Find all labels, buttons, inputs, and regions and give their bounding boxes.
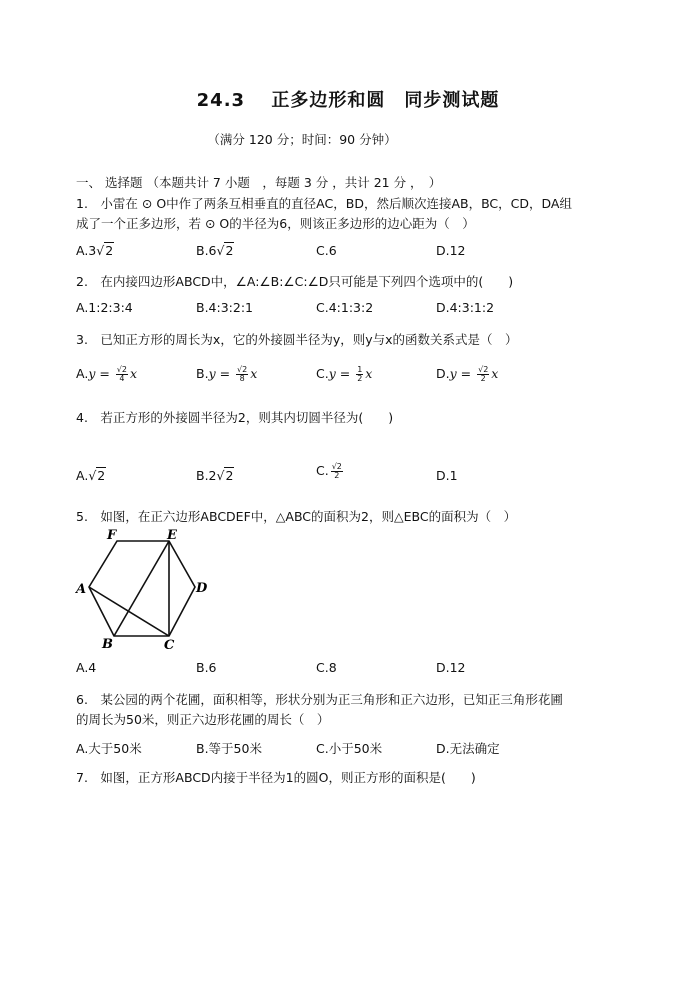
q5-option-a[interactable]: A.4 [76,660,97,675]
q4-option-a[interactable]: A.√2 [76,468,106,483]
page-title: 24.3 正多边形和圆 同步测试题 [196,90,500,111]
q6-option-a[interactable]: A.大于50米 [76,741,142,756]
q6-option-b[interactable]: B.等于50米 [196,741,262,756]
q2-option-a[interactable]: A.1:2:3:4 [76,300,133,315]
q1-option-c[interactable]: C.6 [316,243,337,258]
q5-option-b[interactable]: B.6 [196,660,217,675]
q3-option-d[interactable]: D.y = $\frac{√2}{2}$ x [436,365,499,383]
label-f: F [107,528,117,543]
q4-option-c[interactable]: C. $\frac{√2}{2}$ [316,462,342,480]
q1-option-a[interactable]: A.3√2 [76,243,114,258]
label-c: C [164,638,175,650]
label-b: B [102,637,113,650]
q1-stem-line2: 成了一个正多边形，若 ⊙ O的半径为6，则该正多边形的边心距为（ ） [76,216,475,231]
q5-option-d[interactable]: D.12 [436,660,466,675]
q5-option-c[interactable]: C.8 [316,660,337,675]
section-heading: 一、 选择题 （本题共计 7 小题 ，每题 3 分 ，共计 21 分 ， ） [76,175,442,190]
q6-stem-line1: 6. 某公园的两个花圃，面积相等，形状分别为正三角形和正六边形，已知正三角形花圃 [76,692,563,707]
q2-option-b[interactable]: B.4:3:2:1 [196,300,253,315]
q5-stem: 5. 如图，在正六边形ABCDEF中，△ABC的面积为2，则△EBC的面积为（ ） [76,509,517,524]
q1-option-d[interactable]: D.12 [436,243,466,258]
q3-option-c[interactable]: C.y = $\frac{1}{2}$ x [316,365,373,383]
label-d: D [196,581,208,596]
q3-stem: 3. 已知正方形的周长为x，它的外接圆半径为y，则y与x的函数关系式是（ ） [76,332,518,347]
q3-option-b[interactable]: B.y = $\frac{√2}{8}$ x [196,365,258,383]
q4-stem: 4. 若正方形的外接圆半径为2，则其内切圆半径为( ) [76,410,394,425]
q4-option-d[interactable]: D.1 [436,468,458,483]
label-e: E [167,528,177,543]
q6-option-d[interactable]: D.无法确定 [436,741,500,756]
segment-eb [114,541,169,636]
q2-option-c[interactable]: C.4:1:3:2 [316,300,374,315]
q7-stem: 7. 如图，正方形ABCD内接于半径为1的圆O，则正方形的面积是( ) [76,770,476,785]
hexagon-figure [72,526,212,650]
q3-option-a[interactable]: A.y = $\frac{√2}{4}$ x [76,365,138,383]
q1-option-b[interactable]: B.6√2 [196,243,234,258]
q2-option-d[interactable]: D.4:3:1:2 [436,300,495,315]
q1-stem-line1: 1. 小雷在 ⊙ O中作了两条互相垂直的直径AC，BD，然后顺次连接AB，BC，CD，DA组 [76,196,572,211]
q6-option-c[interactable]: C.小于50米 [316,741,383,756]
q6-stem-line2: 的周长为50米，则正六边形花圃的周长（ ） [76,712,330,727]
page-subtitle: （满分 120 分；时间：90 分钟） [207,132,397,147]
q2-stem: 2. 在内接四边形ABCD中，∠A:∠B:∠C:∠D只可能是下列四个选项中的( ) [76,274,514,289]
label-a: A [76,582,87,597]
q4-option-b[interactable]: B.2√2 [196,468,234,483]
